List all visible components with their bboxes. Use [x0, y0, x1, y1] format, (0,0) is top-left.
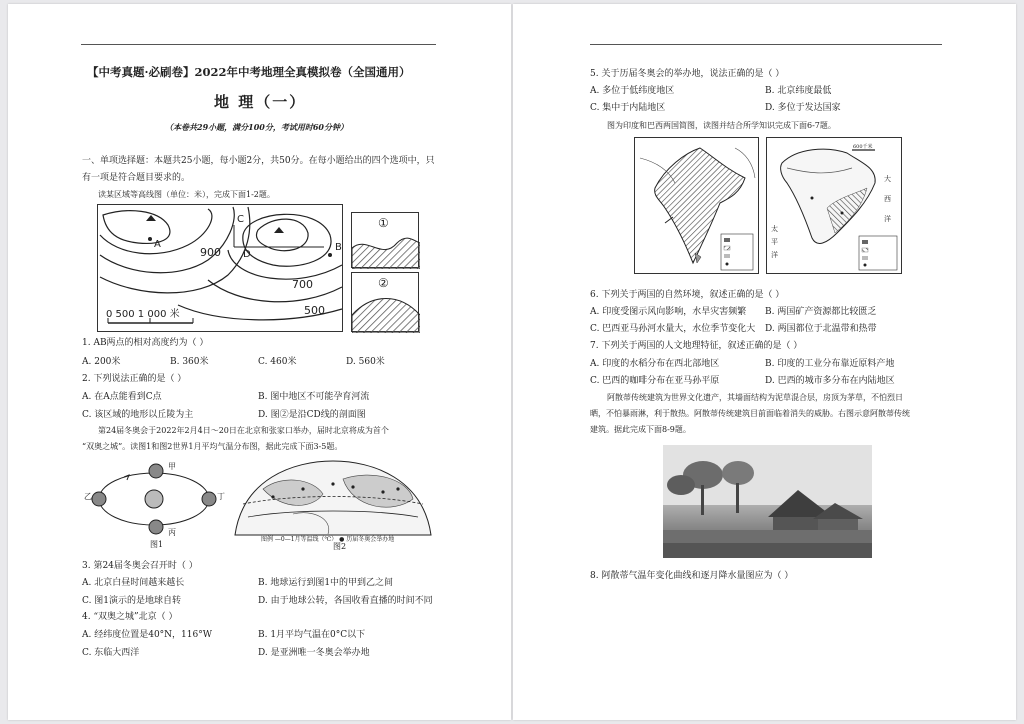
orbit-label-jia: 甲: [168, 462, 176, 471]
q4-option-c: C. 东临大西洋: [82, 648, 140, 658]
atlantic-label-3: 洋: [884, 215, 891, 223]
contour-label-900: 900: [200, 246, 221, 259]
question-intro-1: 读某区域等高线图（单位：米），完成下面1-2题。: [98, 190, 275, 199]
q1-option-d: D. 560米: [346, 357, 385, 367]
section-heading-line1: 一、单项选择题：本题共25小题，每小题2分，共50分。在每小题给出的四个选项中，只: [82, 156, 435, 166]
document-page-right: [513, 4, 1016, 720]
question-5: 5. 关于历届冬奥会的举办地，说法正确的是（ ）: [590, 69, 785, 79]
exam-title: 【中考真题·必刷卷】2022年中考地理全真模拟卷（全国通用）: [87, 65, 411, 79]
q2-option-d: D. 图②是沿CD线的剖面图: [258, 410, 366, 420]
header-rule: [590, 44, 942, 45]
question-intro-2-line2: “双奥之城”。读图1和图2世界1月平均气温分布图，据此完成下面3-5题。: [82, 442, 343, 451]
q6-option-d: D. 两国都位于北温带和热带: [765, 324, 877, 334]
q6-option-b: B. 两国矿产资源都比较匮乏: [765, 307, 877, 317]
q5-option-a: A. 多位于低纬度地区: [590, 86, 675, 96]
profile-label-1: ①: [378, 216, 389, 230]
contour-label-700: 700: [292, 278, 313, 291]
figure-1-caption: 图1: [150, 540, 164, 549]
label-point-c: C: [237, 214, 244, 225]
q4-option-d: D. 是亚洲唯一冬奥会举办地: [258, 648, 370, 658]
question-2: 2. 下列说法正确的是（ ）: [82, 374, 187, 384]
q7-option-c: C. 巴西的咖啡分布在亚马孙平原: [590, 376, 720, 386]
orbit-label-bing: 丙: [168, 528, 176, 537]
label-point-b: B: [335, 242, 342, 253]
q4-option-b: B. 1月平均气温在0°C以下: [258, 630, 366, 640]
india-map: [634, 137, 759, 274]
question-1: 1. AB两点的相对高度约为（ ）: [82, 338, 209, 348]
document-page-left: [8, 4, 511, 720]
pacific-label-1: 太: [771, 225, 778, 233]
q1-option-c: C. 460米: [258, 357, 297, 367]
q2-option-c: C. 该区域的地形以丘陵为主: [82, 410, 194, 420]
atlantic-label-1: 大: [884, 175, 891, 183]
q1-option-b: B. 360米: [170, 357, 209, 367]
question-4: 4. “双奥之城”北京（ ）: [82, 612, 178, 622]
question-6: 6. 下列关于两国的自然环境，叙述正确的是（ ）: [590, 290, 785, 300]
q7-option-d: D. 巴西的城市多分布在内陆地区: [765, 376, 895, 386]
label-point-d: D: [243, 249, 251, 260]
q1-option-a: A. 200米: [82, 357, 121, 367]
contour-map: [97, 204, 343, 332]
q7-option-a: A. 印度的水稻分布在西北部地区: [590, 359, 720, 369]
map-scale-label: 0 500 1 000 米: [106, 309, 180, 320]
atlantic-label-2: 西: [884, 195, 891, 203]
question-intro-4-line2: 晒，不怕暴雨淋，利于散热。阿散蒂传统建筑目前面临着消失的威胁。右图示意阿散蒂传统: [590, 409, 910, 418]
q4-option-a: A. 经纬度位置是40°N，116°W: [82, 630, 212, 640]
exam-note: （本卷共29小题，满分100分，考试用时60分钟）: [165, 122, 348, 132]
question-3: 3. 第24届冬奥会召开时（ ）: [82, 561, 198, 571]
profile-label-2: ②: [378, 276, 389, 290]
orbit-label-ding: 丁: [217, 492, 225, 501]
q7-option-b: B. 印度的工业分布靠近原料产地: [765, 359, 895, 369]
figure-2-legend: 图例 —0—1月等温线（℃） ● 历届冬奥会举办地: [261, 536, 395, 543]
label-point-a: A: [154, 239, 161, 250]
question-8: 8. 阿散蒂气温年变化曲线和逐月降水量图应为（ ）: [590, 571, 794, 581]
header-rule: [81, 44, 436, 45]
pacific-label-2: 平: [771, 238, 778, 246]
question-intro-2-line1: 第24届冬奥会于2022年2月4日～20日在北京和张家口举办，届时北京将成为首个: [98, 426, 389, 435]
world-temperature-map: [233, 459, 433, 551]
q3-option-b: B. 地球运行到图1中的甲到乙之间: [258, 578, 394, 588]
question-intro-4-line3: 建筑。据此完成下面8-9题。: [590, 425, 691, 434]
q5-option-b: B. 北京纬度最低: [765, 86, 832, 96]
brazil-map-scale: 600千米: [853, 144, 873, 150]
q3-option-d: D. 由于地球公转，各国收看直播的时间不同: [258, 596, 433, 606]
profile-figure-2: [351, 272, 419, 332]
brazil-map: [766, 137, 902, 274]
question-intro-4-line1: 阿散蒂传统建筑为世界文化遗产，其墙面结构为泥草混合层，房顶为茅草，不怕烈日: [607, 393, 903, 402]
q5-option-d: D. 多位于发达国家: [765, 103, 841, 113]
orbit-figure: [84, 459, 224, 551]
q2-option-b: B. 图中地区不可能孕育河流: [258, 392, 370, 402]
q5-option-c: C. 集中于内陆地区: [590, 103, 666, 113]
question-intro-3: 图为印度和巴西两国简图，读图并结合所学知识完成下面6-7题。: [607, 121, 836, 130]
q3-option-a: A. 北京白昼时间越来越长: [82, 578, 185, 588]
q3-option-c: C. 图1演示的是地球自转: [82, 596, 182, 606]
pacific-label-3: 洋: [771, 251, 778, 259]
q6-option-c: C. 巴西亚马孙河水量大，水位季节变化大: [590, 324, 756, 334]
section-heading-line2: 有一项是符合题目要求的。: [82, 173, 191, 183]
q6-option-a: A. 印度受图示风向影响，水旱灾害频繁: [590, 307, 747, 317]
question-7: 7. 下列关于两国的人文地理特征，叙述正确的是（ ）: [590, 341, 803, 351]
profile-figure-1: [351, 212, 419, 268]
orbit-label-yi: 乙: [84, 492, 92, 501]
subject-heading: 地 理（一）: [214, 93, 307, 111]
contour-label-500: 500: [304, 304, 325, 317]
figure-2-caption: 图2: [333, 542, 347, 551]
q2-option-a: A. 在A点能看到C点: [82, 392, 162, 402]
ashanti-building-photo: [663, 445, 872, 558]
